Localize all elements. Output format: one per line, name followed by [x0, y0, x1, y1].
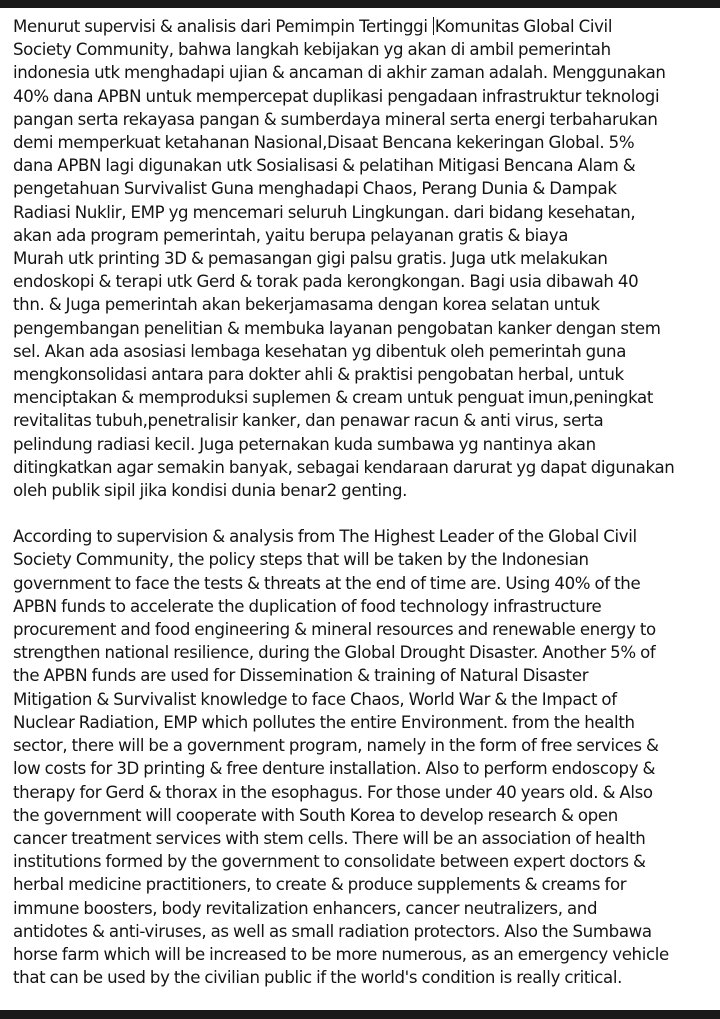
- text-line: According to supervision & analysis from The Highest Leader of the Global Civil: [13, 527, 637, 547]
- text-line: horse farm which will be increased to be more numerous, as an emergency vehicle: [13, 944, 669, 964]
- text-line: Mitigation & Survivalist knowledge to face Chaos, World War & the Impact of: [13, 689, 617, 709]
- text-line: pengembangan penelitian & membuka layanan pengobatan kanker dengan stem: [13, 318, 661, 338]
- text-line: [13, 15, 708, 38]
- text-line: government to face the tests & threats at the end of time are. Using 40% of the: [13, 573, 641, 593]
- paragraph-indonesian: [13, 15, 708, 502]
- text-line: sel. Akan ada asosiasi lembaga kesehatan yg dibentuk oleh pemerintah guna: [13, 341, 627, 361]
- text-line: thn. & Juga pemerintah akan bekerjamasama dengan korea selatan untuk: [13, 295, 600, 315]
- text-line: endoskopi & terapi utk Gerd & torak pada kerongkongan. Bagi usia dibawah 40: [13, 272, 639, 292]
- text-before-caret: Menurut supervisi & analisis dari Pemimpin Tertinggi: [13, 17, 432, 36]
- text-line: 40% dana APBN untuk mempercepat duplikasi pengadaan infrastruktur teknologi: [13, 86, 660, 106]
- text-line: immune boosters, body revitalization enhancers, cancer neutralizers, and: [13, 898, 598, 918]
- text-line: low costs for 3D printing & free denture installation. Also to perform endoscopy &: [13, 759, 656, 779]
- text-line: APBN funds to accelerate the duplication of food technology infrastructure: [13, 596, 602, 616]
- text-line: menciptakan & memproduksi suplemen & cream untuk penguat imun,peningkat: [13, 388, 654, 408]
- text-line: the APBN funds are used for Dissemination & training of Natural Disaster: [13, 666, 589, 686]
- text-line: cancer treatment services with stem cells. There will be an association of health: [13, 828, 646, 848]
- text-line: that can be used by the civilian public if the world's condition is really critical.: [13, 968, 623, 988]
- text-line: Society Community, bahwa langkah kebijakan yg akan di ambil pemerintah: [13, 40, 611, 60]
- text-line: indonesia utk menghadapi ujian & ancaman di akhir zaman adalah. Menggunakan: [13, 63, 666, 83]
- text-line: procurement and food engineering & mineral resources and renewable energy to: [13, 620, 656, 640]
- text-line: pangan serta rekayasa pangan & sumberdaya mineral serta energi terbaharukan: [13, 109, 658, 129]
- text-line: demi memperkuat ketahanan Nasional,Disaat Bencana kekeringan Global. 5%: [13, 133, 635, 153]
- text-line: pengetahuan Survivalist Guna menghadapi Chaos, Perang Dunia & Dampak: [13, 179, 617, 199]
- text-line: the government will cooperate with South Korea to develop research & open: [13, 805, 618, 825]
- text-line: therapy for Gerd & thorax in the esophagus. For those under 40 years old. & Also: [13, 782, 653, 802]
- text-line: Radiasi Nuklir, EMP yg mencemari seluruh Lingkungan. dari bidang kesehatan,: [13, 202, 636, 222]
- text-line: Nuclear Radiation, EMP which pollutes the entire Environment. from the health: [13, 712, 635, 732]
- text-line: mengkonsolidasi antara para dokter ahli & praktisi pengobatan herbal, untuk: [13, 365, 624, 385]
- text-line: herbal medicine practitioners, to create & produce supplements & creams for: [13, 875, 627, 895]
- text-after-caret: Komunitas Global Civil: [434, 17, 613, 36]
- text-line: revitalitas tubuh,penetralisir kanker, dan penawar racun & anti virus, serta: [13, 411, 604, 431]
- text-line: institutions formed by the government to consolidate between expert doctors &: [13, 852, 646, 872]
- text-line: akan ada program pemerintah, yaitu berupa pelayanan gratis & biaya: [13, 225, 569, 245]
- text-line: Murah utk printing 3D & pemasangan gigi palsu gratis. Juga utk melakukan: [13, 249, 608, 269]
- paragraph-english: [13, 525, 708, 989]
- text-line: strengthen national resilience, during the Global Drought Disaster. Another 5% of: [13, 643, 656, 663]
- text-line: dana APBN lagi digunakan utk Sosialisasi & pelatihan Mitigasi Bencana Alam &: [13, 156, 636, 176]
- paragraph-spacer: [13, 502, 708, 525]
- text-line: pelindung radiasi kecil. Juga peternakan kuda sumbawa yg nantinya akan: [13, 434, 596, 454]
- text-line: oleh publik sipil jika kondisi dunia benar2 genting.: [13, 481, 408, 501]
- text-line: antidotes & anti-viruses, as well as small radiation protectors. Also the Sumbawa: [13, 921, 652, 941]
- text-line: ditingkatkan agar semakin banyak, sebagai kendaraan darurat yg dapat digunakan: [13, 457, 675, 477]
- document-page: [0, 8, 720, 1010]
- text-caret: [433, 17, 434, 35]
- text-line: Society Community, the policy steps that will be taken by the Indonesian: [13, 550, 589, 570]
- text-line: sector, there will be a government program, namely in the form of free services &: [13, 736, 659, 756]
